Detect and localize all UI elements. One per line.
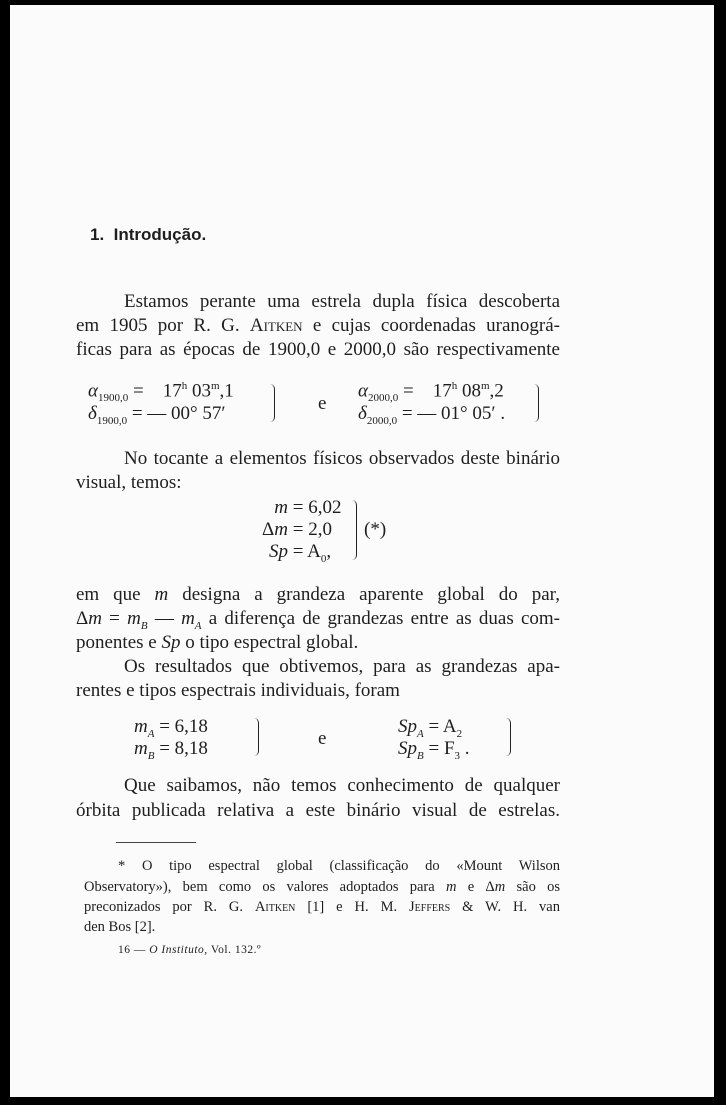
delta-2000: $\delta_{2000,0}$ = — 01° 05′ .: [358, 403, 506, 427]
para5-line-1: Que saibamos, não temos conhecimento de qualquer: [124, 775, 560, 796]
m-row: m = 6,02: [274, 497, 342, 518]
para3-line-1: em que m designa a grandeza aparente global do par,: [76, 584, 560, 605]
para1-line-3: ficas para as épocas de 1900,0 e 2000,0 são respectivamente: [76, 339, 560, 360]
spA-row: $Sp_A = A_2$: [398, 716, 463, 740]
spB-row: $Sp_B = F_3$ .: [398, 738, 470, 762]
brace-spectral: [506, 718, 511, 756]
para2-line-1: No tocante a elementos físicos observados deste binário: [124, 448, 560, 469]
folio-page: 16: [118, 944, 131, 956]
footnote-line-3: preconizados por R. G. Aitken [1] e H. M. Jeffers & W. H. van: [84, 899, 560, 915]
para1-line-2: em 1905 por R. G. Aitken e cujas coordenadas uranográ-: [76, 315, 560, 336]
delta-1900: $\delta_{1900,0}$ = — 00° 57′: [88, 403, 226, 427]
section-heading: [90, 225, 206, 245]
alpha-1900: $\alpha_{1900,0}$ = 17$^h$ 03$^m$,1: [88, 380, 234, 405]
footnote-line-4: den Bos [2].: [84, 919, 156, 935]
sp-row: $Sp = A_0$,: [269, 541, 332, 565]
brace-1900: [270, 384, 275, 422]
para1-line-1: Estamos perante uma estrela dupla física descoberta: [124, 291, 560, 312]
folio: 16 — O Instituto, Vol. 132.º: [118, 944, 262, 956]
dm-row: Δm = 2,0: [262, 519, 332, 540]
brace-magnitudes: [254, 718, 259, 756]
section-title: Introdução.: [113, 225, 207, 244]
section-number: 1.: [90, 225, 105, 244]
folio-volume: Vol. 132.º: [210, 944, 262, 956]
alpha-2000: $\alpha_{2000,0}$ = 17$^h$ 08$^m$,2: [358, 380, 504, 405]
footnote-mark: (*): [364, 519, 387, 540]
para3-line-3: ponentes e Sp o tipo espectral global.: [76, 632, 359, 653]
footnote-line-1: * O tipo espectral global (classificação do «Mount Wilson: [118, 858, 560, 874]
mB-row: $m_B = 8,18$: [134, 738, 208, 762]
folio-journal: O Instituto,: [149, 944, 208, 956]
para5-line-2: órbita publicada relativa a este binário visual de estrelas.: [76, 800, 560, 821]
components-connector: e: [318, 728, 327, 749]
para4-line-2: rentes e tipos espectrais individuais, foram: [76, 680, 400, 701]
brace-physical: [352, 500, 357, 560]
footnote-rule: [116, 842, 196, 843]
mA-row: $m_A = 6,18$: [134, 716, 208, 740]
para4-line-1: Os resultados que obtivemos, para as grandezas apa-: [124, 656, 560, 677]
para3-line-2: $\Delta m = m_B$ — $m_A$ a diferença de grandezas entre as duas com-: [76, 608, 561, 632]
brace-2000: [534, 384, 539, 422]
para2-line-2: visual, temos:: [76, 472, 182, 493]
footnote-line-2: Observatory»), bem como os valores adoptados para m e Δm são os: [84, 879, 560, 895]
coords-connector: e: [318, 393, 327, 414]
